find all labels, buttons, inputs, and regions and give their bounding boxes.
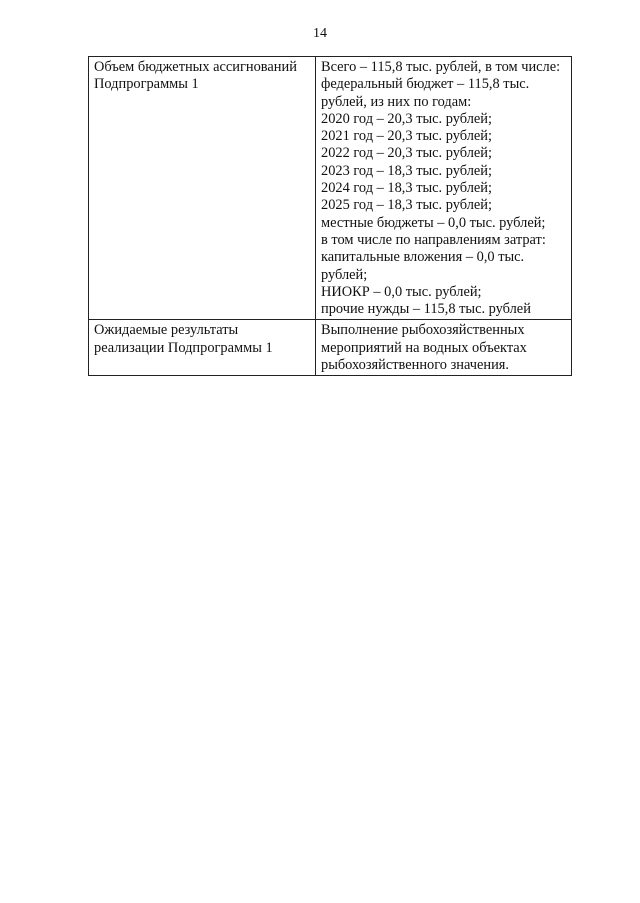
subprogram-passport-table	[88, 56, 572, 376]
table-row-expected-results	[89, 320, 572, 376]
federal-budget-line: федеральный бюджет – 115,8 тыс.	[321, 76, 530, 93]
local-budget-line: местные бюджеты – 0,0 тыс. рублей;	[321, 214, 546, 231]
other-needs-line: прочие нужды – 115,8 тыс. рублей	[321, 301, 531, 318]
budget-label-cell	[89, 57, 316, 320]
federal-budget-line: рублей, из них по годам:	[321, 93, 472, 110]
results-label-line: реализации Подпрограммы 1	[94, 339, 273, 356]
page-number: 14	[313, 26, 327, 41]
results-value-line: Выполнение рыбохозяйственных	[321, 322, 525, 339]
table-row-budget	[89, 57, 572, 320]
budget-value-cell	[316, 57, 572, 320]
results-value-line: рыбохозяйственного значения.	[321, 357, 510, 374]
results-label-line: Ожидаемые результаты	[94, 322, 239, 339]
year-2022-line: 2022 год – 20,3 тыс. рублей;	[321, 145, 492, 162]
year-2023-line: 2023 год – 18,3 тыс. рублей;	[321, 162, 492, 179]
rnd-line: НИОКР – 0,0 тыс. рублей;	[321, 283, 482, 300]
cost-directions-line: в том числе по направлениям затрат:	[321, 231, 546, 248]
year-2025-line: 2025 год – 18,3 тыс. рублей;	[321, 197, 492, 214]
year-2021-line: 2021 год – 20,3 тыс. рублей;	[321, 128, 492, 145]
results-value-cell	[316, 320, 572, 376]
budget-total-line: Всего – 115,8 тыс. рублей, в том числе:	[321, 59, 561, 75]
budget-label-line: Объем бюджетных ассигнований	[94, 59, 297, 75]
year-2020-line: 2020 год – 20,3 тыс. рублей;	[321, 110, 492, 127]
capital-investment-line: капитальные вложения – 0,0 тыс.	[321, 249, 525, 266]
year-2024-line: 2024 год – 18,3 тыс. рублей;	[321, 180, 492, 197]
budget-label-line: Подпрограммы 1	[94, 76, 199, 93]
results-value-line: мероприятий на водных объектах	[321, 339, 527, 356]
capital-investment-line: рублей;	[321, 266, 368, 283]
results-label-cell	[89, 320, 316, 376]
